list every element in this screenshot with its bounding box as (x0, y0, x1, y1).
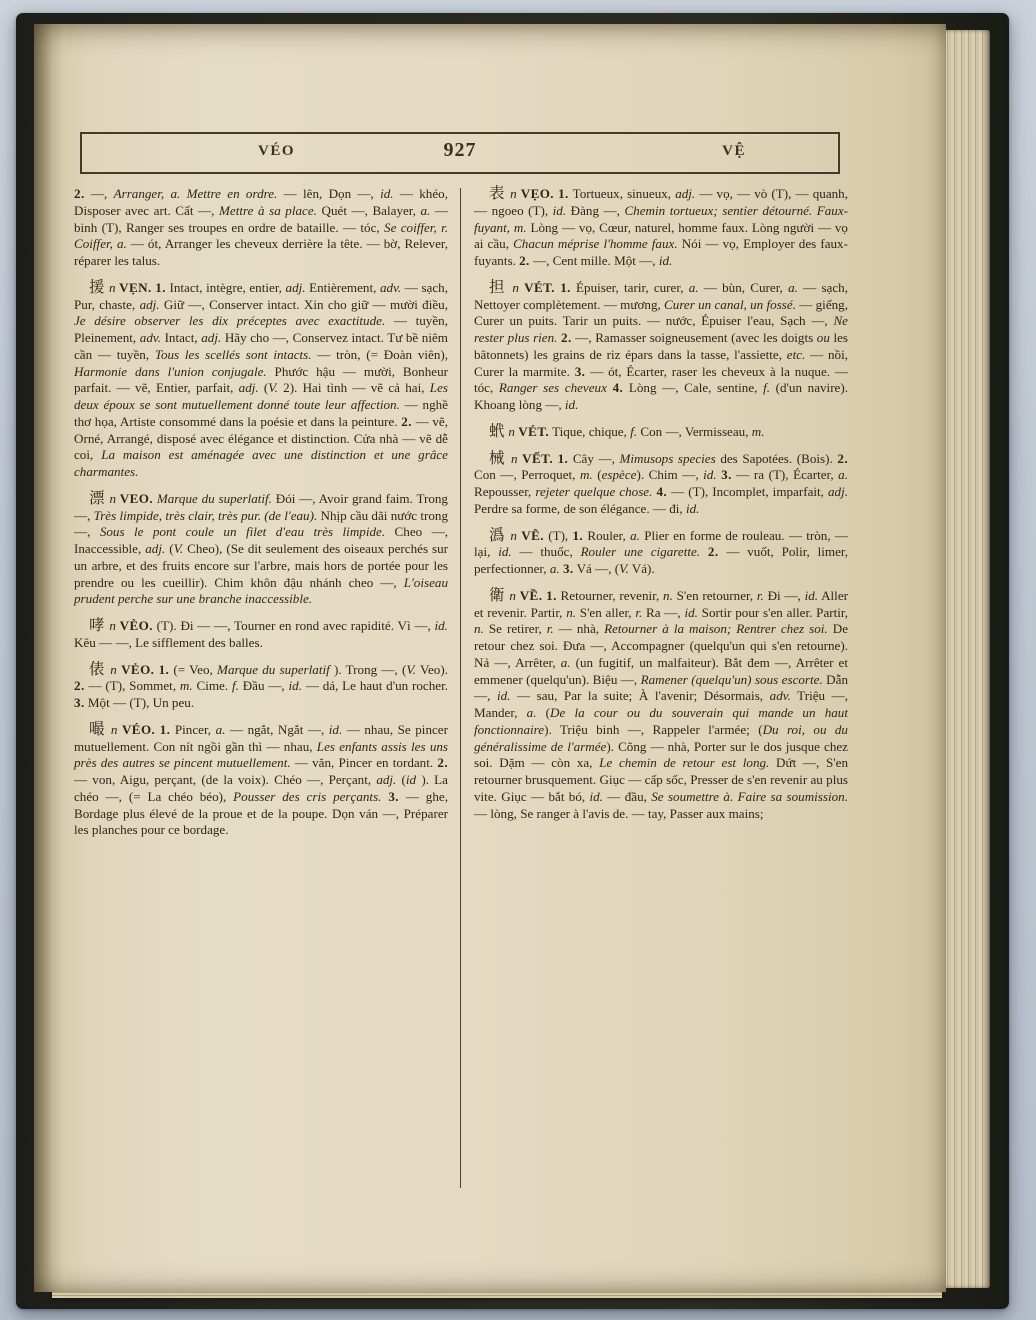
han-character: 俵 (89, 660, 111, 678)
han-character: 援 (89, 278, 110, 296)
han-character: 蚮 (489, 422, 509, 440)
entry-vet-acute: 担 n VÉT. 1. Épuiser, tarir, curer, a. — bùn, Curer, a. — sạch, Nettoyer complètement. — mương, Curer un canal, un fossé. — giếng, Curer un puits. Tarir un puits. — nước, Épuiser l'eau, Sạch —, Ne rester plus rien. 2. —, Ramasser soigneusement (avec les doigts ou les bâtonnets) les grains de riz épars dans la tasse, l'assiette, etc. — nồi, Curer la marmite. 3. — ót, Écarter, raser les cheveux à la nuque. — tóc, Ranger ses cheveux 4. Lòng —, Cale, sentine, f. (d'un navire). Khoang lòng —, id. (474, 278, 849, 412)
column-divider (460, 188, 461, 1188)
han-character: 潙 (489, 526, 511, 544)
entry-ven: 援 n VẸN. 1. Intact, intègre, entier, adj. Entièrement, adv. — sạch, Pur, chaste, adj. Giữ —, Conserver intact. Xin cho giữ — mười điều, Je désire observer les dix préceptes avec exactitude. — tuyền, Pleinement, adv. Intact, adj. Hãy cho —, Conservez intact. Tư bề niêm cần — tuyền, Tous les scellés sont intacts. — tròn, (= Đoàn viên), Harmonie dans l'union conjugale. Phước hậu — mười, Bonheur parfait. — vẽ, Entier, parfait, adj. (V. 2). Hai tình — vẽ cả hai, Les deux époux se sont mutuellement donné toute leur affection. — nghề thơ họa, Artiste consommé dans la poésie et dans la peinture. 2. — vẽ, Orné, Arrangé, disposé avec élégance et distinction. Cửa nhà — vẽ dễ coi, La maison est aménagée avec une distinction et une grâce charmantes. (74, 278, 449, 479)
book-page (34, 24, 946, 1292)
entry-veo-grave: 哮 n VÈO. (T). Đi — —, Tourner en rond avec rapidité. Vì —, id. Kêu — —, Le sifflement des balles. (74, 617, 448, 650)
han-character: 哮 (89, 617, 110, 634)
entry-continuation: 2. —, Arranger, a. Mettre en ordre. — lên, Dọn —, id. — khéo, Disposer avec art. Cất —, Mettre à sa place. Quét —, Balayer, a. — binh (T), Ranger ses troupes en ordre de bataille. — tóc, Se coiffer, r. Coiffer, a. — ót, Arranger les cheveux derrière la tête. — bờ, Relever, réparer les talus. (74, 186, 448, 268)
han-character: 表 (489, 185, 511, 202)
running-head-left-word: VÉO (258, 143, 296, 159)
entry-ve-circumflex: 潙 n VÊ. (T), 1. Rouler, a. Plier en forme de rouleau. — tròn, — lại, id. — thuốc, Rouler une cigarette. 2. — vuốt, Polir, limer, perfectionner, a. 3. Vá —, (V. Vá). (474, 526, 849, 576)
entry-veo-acute: 嘬 n VÉO. 1. Pincer, a. — ngắt, Ngắt —, id. — nhau, Se pincer mutuellement. Con nít ngồi gần thì — nhau, Les enfants assis les uns près des autres se pincent mutuellement. — văn, Pincer en tordant. 2. — von, Aigu, perçant, (de la voix). Chéo —, Perçant, adj. (id ). La chéo —, (= La chéo béo), Pousser des cris perçants. 3. — ghe, Bordage plus élevé de la proue et de la poupe. Dọn ván —, Préparer les planches pour ce bordage. (74, 720, 449, 838)
page-number: 927 (443, 139, 477, 161)
han-character: 担 (489, 278, 513, 296)
left-column (74, 186, 448, 849)
han-character: 衛 (489, 586, 510, 604)
entry-veo-hook: 俵 n VẺO. 1. (= Veo, Marque du superlatif ). Trong —, (V. Veo). 2. — (T), Sommet, m. Cime. f. Đầu —, id. — dá, Le haut d'un rocher. 3. Một — (T), Un peu. (74, 660, 448, 710)
han-character: 械 (489, 449, 512, 467)
binding-shadow (34, 24, 64, 1292)
entry-vet-tique: 蚮 n VÉT. Tique, chique, f. Con —, Vermisseau, m. (489, 422, 765, 440)
running-head-right-word: VỆ (722, 143, 746, 159)
entry-vet-circumflex: 械 n VẾT. 1. Cây —, Mimusops species des Sapotées. (Bois). 2. Con —, Perroquet, m. (espèce). Chim —, id. 3. — ra (T), Écarter, a. Repousser, rejeter quelque chose. 4. — (T), Incomplet, imparfait, adj. Perdre sa forme, de son élégance. — đi, id. (474, 449, 848, 516)
han-character: 漂 (89, 489, 110, 507)
entry-ve-grave: 衛 n VỀ. 1. Retourner, revenir, n. S'en retourner, r. Đi —, id. Aller et revenir. Partir, n. S'en aller, r. Ra —, id. Sortir pour s'en aller. Partir, n. Se retirer, r. — nhà, Retourner à la maison; Rentrer chez soi. De retour chez soi. Đưa —, Accompagner (quelqu'un qui s'en retourne). Nả —, Arrêter, a. (un fugitif, un malfaiteur). Bắt đem —, Arrêter et emmener (quelqu'un). Biệu —, Ramener (quelqu'un) sous escorte. Dẫn —, id. — sau, Par la suite; À l'avenir; Désormais, adv. Triệu —, Mander, a. (De la cour ou du souverain qui mande un haut fonctionnaire). Triệu binh —, Rappeler l'armée; (Du roi, ou du généralissime de l'armée). Cõng — nhà, Porter sur le dos jusque chez soi. Dặm — còn xa, Le chemin de retour est long. Dứt —, S'en retourner brusquement. Giục — cấp sốc, Presser de s'en revenir au plus vite. Giục — bắt bó, id. — đầu, Se soumettre à. Faire sa soumission. — lòng, Se ranger à l'avis de. — tay, Passer aux mains; (474, 586, 849, 821)
page-stack-edge-right (944, 30, 990, 1288)
han-character: 嘬 (89, 720, 111, 738)
right-column (474, 186, 848, 832)
entry-veo-dot: 表 n VẸO. 1. Tortueux, sinueux, adj. — vọ, — vò (T), — quanh, — ngoeo (T), id. Đàng —, Chemin tortueux; sentier détourné. Faux-fuyant, m. Lòng — vọ, Cœur, naturel, homme faux. Lòng người — vọ ai cầu, Chacun méprise l'homme faux. Nói — vọ, Employer des faux-fuyants. 2. —, Cent mille. Một —, id. (474, 185, 849, 268)
entry-veo-superlatif: 漂 n VEO. Marque du superlatif. Đói —, Avoir grand faim. Trong —, Très limpide, très clair, très pur. (de l'eau). Nhịp cầu dãi nước trong —, Sous le pont coule un filet d'eau très limpide. Cheo —, Inaccessible, adj. (V. Cheo), (Se dit seulement des oiseaux perchés sur un arbre, et des fruits encore sur l'arbre, mais hors de portée pour les prendre ou les cueillir). Chim khôn đậu nhánh cheo —, L'oiseau prudent perche sur une branche inaccessible. (74, 489, 449, 607)
running-head (80, 132, 840, 174)
